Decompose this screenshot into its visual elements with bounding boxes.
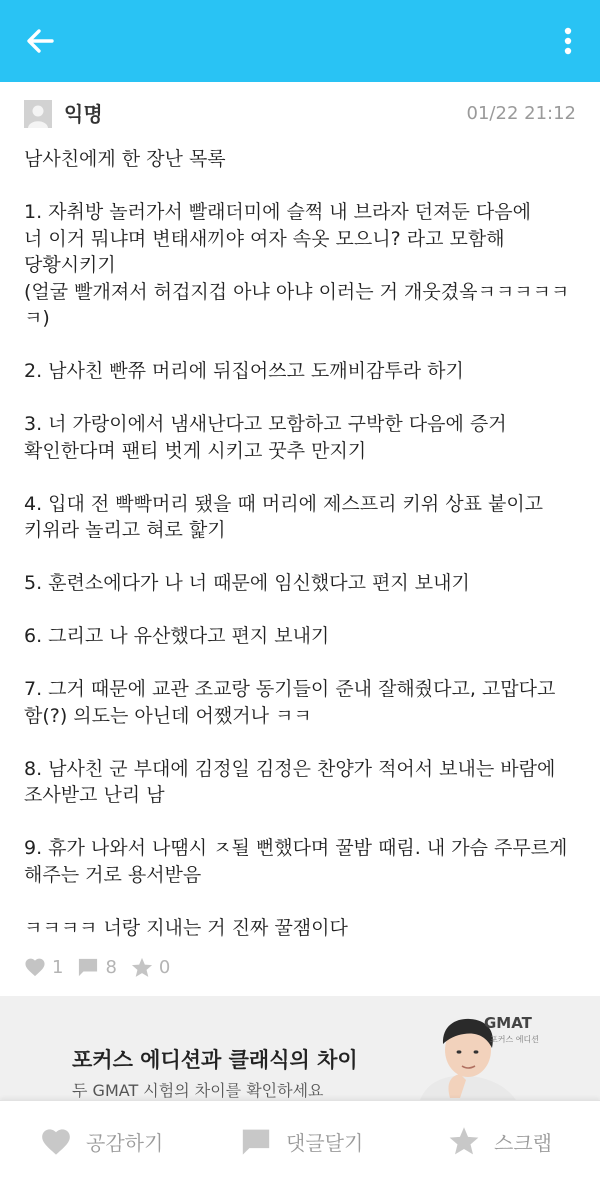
post-line: 3. 너 가랑이에서 냄새난다고 모함하고 구박한 다음에 증거 [24,413,507,435]
post-line: 5. 훈련소에다가 나 너 때문에 임신했다고 편지 보내기 [24,572,470,594]
heart-icon [24,957,46,977]
comment-count [77,957,116,978]
more-vertical-icon[interactable] [556,24,580,60]
blank-line [24,173,580,200]
ad-brand: GMAT [484,1014,532,1032]
avatar [24,100,52,128]
post-line: 8. 남사친 군 부대에 김정일 김정은 찬양가 적어서 보내는 바람에 [24,757,556,780]
blank-line [24,729,580,756]
post-line: (얼굴 빨개져서 허겁지겁 아냐 아냐 이러는 거 개웃겼옼ㅋㅋㅋㅋㅋ [24,280,570,303]
post-line: 조사받고 난리 남 [24,784,165,806]
post-line: 1. 자취방 놀러가서 빨래더미에 슬쩍 내 브라자 던져둔 다음에 [24,201,531,223]
post-timestamp: 01/22 21:12 [466,103,576,124]
blank-line [24,544,580,571]
post-line: 7. 그거 때문에 교관 조교랑 동기들이 준내 잘해줬다고, 고맙다고 [24,678,556,700]
post-line: 너 이거 뭐냐며 변태새끼야 여자 속옷 모으니? 라고 모함해 [24,227,505,250]
post-stats [24,952,184,982]
user-silhouette-icon [24,100,52,128]
post-line: 9. 휴가 나와서 나땜시 ㅈ될 뻔했다며 꿀밤 때림. 내 가슴 주무르게 [24,837,568,859]
post-line: 해주는 거로 용서받음 [24,863,202,886]
post-line: 6. 그리고 나 유산했다고 편지 보내기 [24,625,330,647]
comment-button[interactable] [240,1101,363,1181]
scrap-button[interactable] [448,1101,552,1181]
scrap-count [131,957,170,978]
ad-brand-sub: 포커스 에디션 [490,1035,539,1044]
blank-line [24,809,580,836]
scrap-button-label: 스크랩 [494,1130,552,1155]
post-line: 함(?) 의도는 아닌데 어쨌거나 ㅋㅋ [24,704,312,727]
blank-line [24,464,580,491]
comment-button-label: 댓글달기 [286,1130,364,1155]
post-line: ㅋ) [24,307,50,329]
post-line: 당황시키기 [24,254,116,276]
post-line: ㅋㅋㅋㅋ 너랑 지내는 거 진짜 꿀잼이다 [24,916,348,939]
like-button-label: 공감하기 [86,1130,164,1155]
ad-title[interactable]: 포커스 에디션과 클래식의 차이 [72,1048,358,1072]
heart-icon [40,1127,72,1156]
like-count [24,957,63,978]
blank-line [24,888,580,915]
star-icon [131,957,153,978]
bottom-action-bar [0,1100,600,1181]
post-line: 남사친에게 한 장난 목록 [24,148,226,170]
comment-count-value: 8 [105,956,117,978]
arrow-left-icon[interactable] [22,22,60,60]
post-line: 2. 남사친 빤쮸 머리에 뒤집어쓰고 도깨비감투라 하기 [24,360,464,382]
app-bar [0,0,600,82]
blank-line [24,650,580,677]
blank-line [24,332,580,359]
scrap-count-value: 0 [158,956,171,978]
post-line: 4. 입대 전 빡빡머리 됐을 때 머리에 제스프리 키위 상표 붙이고 [24,492,544,515]
blank-line [24,597,580,624]
blank-line [24,385,580,412]
post-header [24,98,576,132]
comment-icon [77,957,99,977]
comment-icon [240,1127,272,1156]
like-count-value: 1 [52,956,64,978]
ad-subtitle[interactable]: 두 GMAT 시험의 차이를 확인하세요 [72,1081,324,1100]
star-icon [448,1126,480,1156]
like-button[interactable] [40,1101,163,1181]
author-name: 익명 [64,102,103,126]
post-line: 키위라 놀리고 혀로 핥기 [24,519,226,541]
post-body [24,146,580,941]
post-line: 확인한다며 팬티 벗게 시키고 꿋추 만지기 [24,439,367,462]
